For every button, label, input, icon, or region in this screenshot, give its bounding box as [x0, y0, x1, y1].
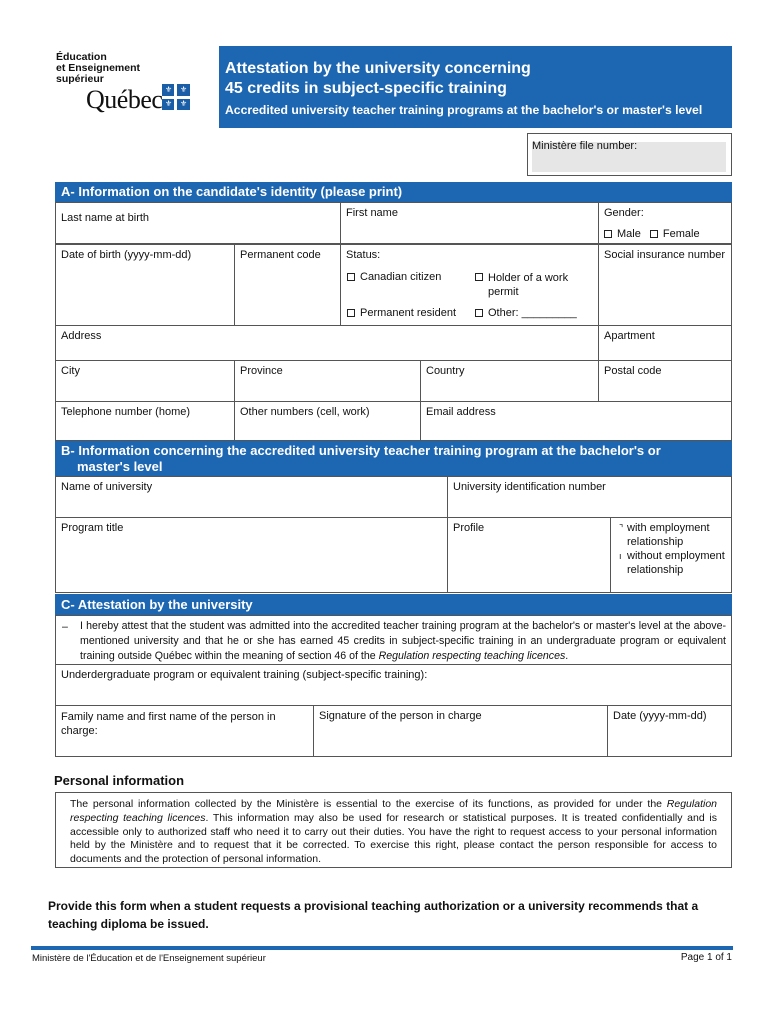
- footer-divider: [31, 946, 733, 950]
- section-a-title: A- Information on the candidate's identity (please print): [61, 184, 403, 199]
- profile-field: [447, 517, 611, 593]
- with-employment-checkbox[interactable]: ⌝: [619, 523, 624, 533]
- with-employment-label: with employment relationship: [627, 522, 710, 548]
- postal-code-field[interactable]: [598, 360, 732, 402]
- attestation-text: I hereby attest that the student was admitted into the accredited teacher training program at the bachelor's or master's level at the above-mentioned university and that he or she has earned 45 credits in subject-specific training in an undergraduate program or equivalent training outside Québec within the meaning of section 46 of the: [80, 620, 726, 662]
- without-employment-checkbox[interactable]: ı: [619, 551, 622, 561]
- male-label: Male: [617, 228, 641, 240]
- personal-info-box: [55, 792, 732, 868]
- province-label: Province: [240, 365, 283, 377]
- address-field[interactable]: [55, 325, 599, 361]
- gender-label: Gender:: [604, 207, 644, 219]
- university-id-label: University identification number: [453, 481, 606, 493]
- logo-line-3: supérieur: [56, 73, 104, 85]
- sin-field[interactable]: [598, 244, 732, 326]
- apartment-label: Apartment: [604, 330, 655, 342]
- canadian-citizen-label: Canadian citizen: [360, 271, 442, 283]
- section-c-title: C- Attestation by the university: [61, 597, 253, 612]
- dob-field[interactable]: [55, 244, 235, 326]
- footer-page-number: Page 1 of 1: [680, 952, 732, 963]
- female-label: Female: [662, 228, 700, 240]
- first-name-label: First name: [346, 207, 398, 219]
- other-numbers-label: Other numbers (cell, work): [240, 406, 370, 418]
- work-permit-label: Holder of a work permit: [488, 272, 569, 298]
- university-name-field[interactable]: [55, 476, 448, 518]
- program-title-field[interactable]: [55, 517, 448, 593]
- other-status-checkbox[interactable]: [475, 309, 483, 317]
- country-label: Country: [426, 365, 465, 377]
- permanent-resident-checkbox[interactable]: [347, 309, 355, 317]
- personal-info-text-b: . This information may also be used for research or statistical purposes. It is treated confidentially and is accessible only to authorized staff who need it to carry out their duties. You have the right to request access to your personal information held by the Ministère and to request that it be corrected. To exercise this right, please contact the person responsible for access to documents and the protection of personal information.: [70, 811, 717, 866]
- work-permit-checkbox[interactable]: [475, 273, 483, 281]
- attestation-box: [55, 615, 732, 665]
- status-label: Status:: [346, 249, 381, 261]
- email-label: Email address: [426, 406, 496, 418]
- male-checkbox[interactable]: [604, 230, 612, 238]
- postal-code-label: Postal code: [604, 365, 662, 377]
- attestation-end: .: [565, 650, 569, 662]
- form-subtitle: Accredited university teacher training programs at the bachelor's or master's level: [225, 103, 703, 117]
- other-status-label: Other: _________: [488, 307, 577, 319]
- signature-label: Signature of the person in charge: [319, 710, 482, 722]
- form-header: [219, 46, 732, 128]
- undergrad-program-label: Underdergraduate program or equivalent training (subject-specific training):: [61, 669, 428, 681]
- section-b-header: [55, 441, 732, 477]
- undergrad-program-field[interactable]: [55, 664, 732, 706]
- city-label: City: [61, 365, 80, 377]
- program-title-label: Program title: [61, 522, 124, 534]
- submission-notice: Provide this form when a student requests a provisional teaching authorization or a university recommends that a teaching diploma be issued.: [48, 899, 699, 931]
- apartment-field[interactable]: [598, 325, 732, 361]
- attestation-regulation: Regulation respecting teaching licences: [378, 650, 566, 662]
- permanent-code-field[interactable]: [234, 244, 341, 326]
- other-numbers-field[interactable]: [234, 401, 421, 441]
- city-field[interactable]: [55, 360, 235, 402]
- quebec-wordmark: Québec: [86, 85, 163, 114]
- last-name-field[interactable]: [55, 202, 341, 244]
- personal-info-title: Personal information: [54, 773, 185, 788]
- gender-field: [598, 202, 732, 244]
- without-employment-label: without employment relationship: [627, 550, 725, 576]
- form-title-line-2: 45 credits in subject-specific training: [225, 80, 507, 97]
- section-b-title-line-2: master's level: [77, 459, 163, 474]
- file-number-box: [527, 133, 732, 176]
- email-field[interactable]: [420, 401, 732, 441]
- employment-options: [610, 517, 732, 593]
- telephone-field[interactable]: [55, 401, 235, 441]
- canadian-citizen-checkbox[interactable]: [347, 273, 355, 281]
- personal-info-text-a: The personal information collected by the Ministère is essential to the exercise of its functions, as provided for under the: [70, 798, 667, 810]
- university-id-field[interactable]: [447, 476, 732, 518]
- female-checkbox[interactable]: [650, 230, 658, 238]
- sin-label: Social insurance number: [604, 249, 726, 261]
- address-label: Address: [61, 330, 102, 342]
- section-c-header: [55, 594, 732, 616]
- attestation-checkbox[interactable]: –: [62, 621, 68, 633]
- country-field[interactable]: [420, 360, 599, 402]
- person-in-charge-field[interactable]: [55, 705, 314, 757]
- permanent-resident-label: Permanent resident: [360, 307, 456, 319]
- form-title-line-1: Attestation by the university concerning: [225, 60, 531, 77]
- date-field[interactable]: [607, 705, 732, 757]
- permanent-code-label: Permanent code: [240, 249, 321, 261]
- dob-label: Date of birth (yyyy-mm-dd): [61, 249, 192, 261]
- signature-field[interactable]: [313, 705, 608, 757]
- first-name-field[interactable]: [340, 202, 599, 244]
- personal-info-regulation: Regulation respecting teaching licences: [70, 798, 717, 824]
- university-name-label: Name of university: [61, 481, 153, 493]
- section-b-title-line-1: B- Information concerning the accredited university teacher training program at the bachelor's or: [61, 443, 661, 458]
- profile-label: Profile: [453, 522, 485, 534]
- status-field: [340, 244, 599, 326]
- footer-ministry: Ministère de l'Éducation et de l'Enseignement supérieur: [32, 953, 266, 964]
- logo-line-1: Éducation: [56, 51, 107, 63]
- date-label: Date (yyyy-mm-dd): [613, 710, 707, 722]
- province-field[interactable]: [234, 360, 421, 402]
- file-number-label: Ministère file number:: [532, 140, 638, 152]
- telephone-label: Telephone number (home): [61, 406, 191, 418]
- quebec-flag-icon: ⚜ ⚜ ⚜ ⚜: [162, 84, 190, 110]
- section-a-header: [55, 182, 732, 202]
- last-name-label: Last name at birth: [61, 212, 150, 224]
- logo-line-2: et Enseignement: [56, 62, 141, 74]
- person-in-charge-label: Family name and first name of the person in charge:: [61, 711, 276, 737]
